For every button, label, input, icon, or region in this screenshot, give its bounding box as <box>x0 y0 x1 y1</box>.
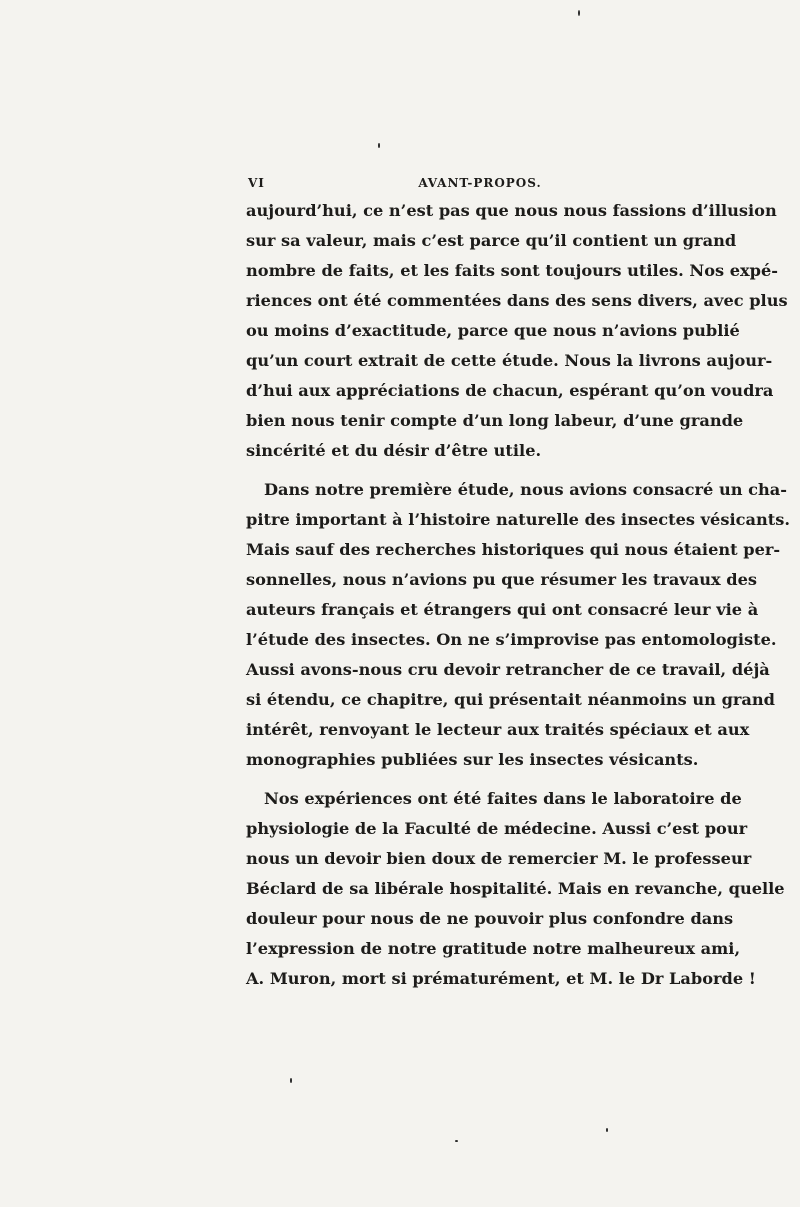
text-line: ou moins d’exactitude, parce que nous n’avions publié <box>246 321 740 340</box>
paper-speck <box>578 10 580 16</box>
text-line: l’expression de notre gratitude notre malheureux ami, <box>246 939 741 958</box>
text-line: A. Muron, mort si prématurément, et M. le Dr Laborde ! <box>246 969 756 988</box>
text-line: nombre de faits, et les faits sont toujours utiles. Nos expé- <box>246 261 779 280</box>
text-line: pitre important à l’histoire naturelle des insectes vésicants. <box>246 510 790 529</box>
text-line: nous un devoir bien doux de remercier M. le professeur <box>246 849 752 868</box>
text-line: aujourd’hui, ce n’est pas que nous nous fassions d’illusion <box>246 201 777 220</box>
paragraph-2 <box>246 475 790 775</box>
text-line: si étendu, ce chapitre, qui présentait néanmoins un grand <box>246 690 775 709</box>
text-line: douleur pour nous de ne pouvoir plus confondre dans <box>246 909 734 928</box>
text-line: Béclard de sa libérale hospitalité. Mais en revanche, quelle <box>246 879 785 898</box>
page-header <box>246 176 684 196</box>
text-line: physiologie de la Faculté de médecine. Aussi c’est pour <box>246 819 748 838</box>
page-number: VI <box>248 176 265 190</box>
text-line: Aussi avons-nous cru devoir retrancher de ce travail, déjà <box>246 660 770 679</box>
paper-speck <box>378 143 380 148</box>
text-line: sur sa valeur, mais c’est parce qu’il contient un grand <box>246 231 737 250</box>
paper-speck <box>606 1128 608 1132</box>
text-line: monographies publiées sur les insectes vésicants. <box>246 750 699 769</box>
paper-speck <box>290 1078 292 1083</box>
text-line: l’étude des insectes. On ne s’improvise pas entomologiste. <box>246 630 777 649</box>
paper-speck <box>455 1140 458 1142</box>
text-line: auteurs français et étrangers qui ont consacré leur vie à <box>246 600 759 619</box>
text-line: d’hui aux appréciations de chacun, espérant qu’on voudra <box>246 381 774 400</box>
text-line: Nos expériences ont été faites dans le laboratoire de <box>264 789 742 808</box>
text-line: intérêt, renvoyant le lecteur aux traités spéciaux et aux <box>246 720 750 739</box>
text-line: qu’un court extrait de cette étude. Nous la livrons aujour- <box>246 351 773 370</box>
text-line: Mais sauf des recherches historiques qui nous étaient per- <box>246 540 781 559</box>
paragraph-1 <box>246 196 788 466</box>
text-line: Dans notre première étude, nous avions consacré un cha- <box>264 480 787 499</box>
text-line: sonnelles, nous n’avions pu que résumer les travaux des <box>246 570 757 589</box>
running-title: AVANT-PROPOS. <box>418 176 542 190</box>
text-line: riences ont été commentées dans des sens divers, avec plus <box>246 291 788 310</box>
paragraph-3 <box>246 784 785 994</box>
text-line: sincérité et du désir d’être utile. <box>246 441 542 460</box>
body-text <box>246 196 790 994</box>
text-line: bien nous tenir compte d’un long labeur, d’une grande <box>246 411 744 430</box>
